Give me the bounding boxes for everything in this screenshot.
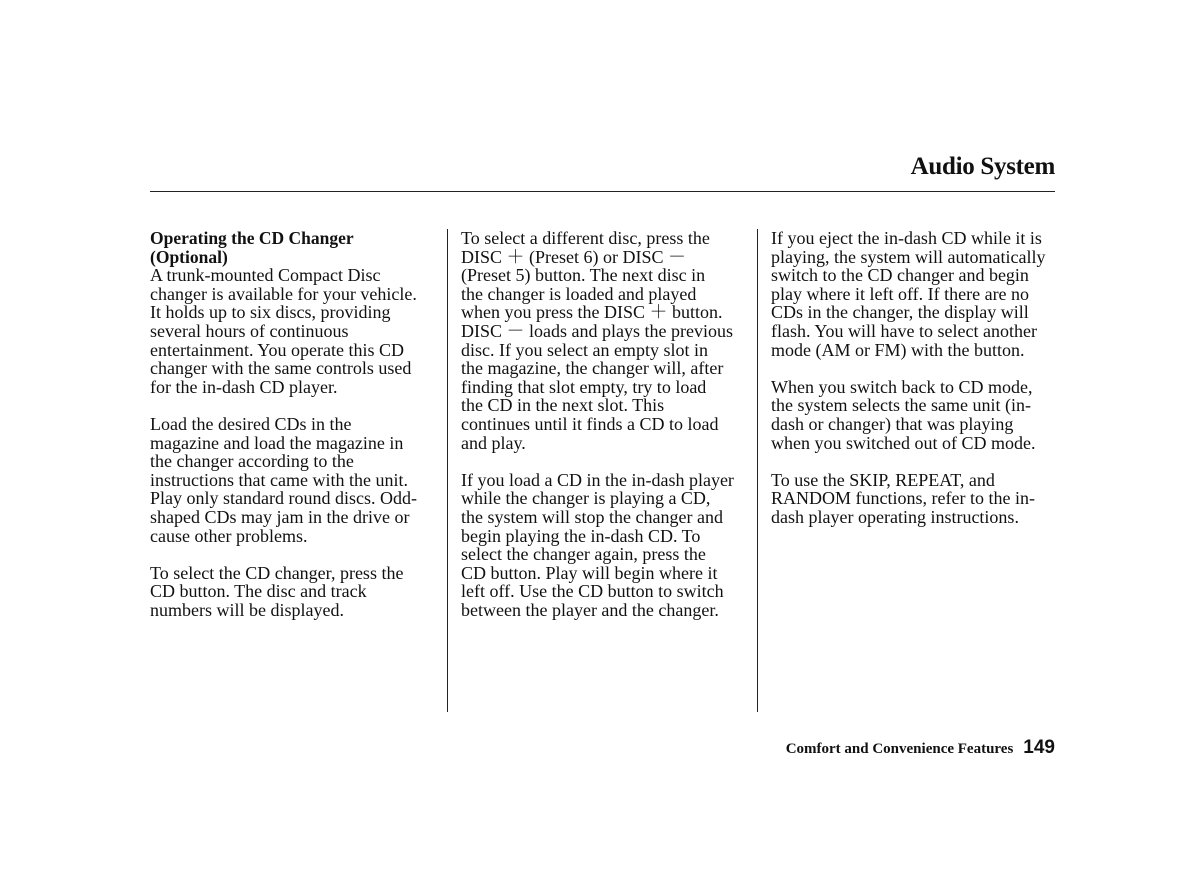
text-line: the magazine, the changer will, after: [461, 358, 724, 379]
text-line: playing, the system will automatically: [771, 246, 1046, 267]
text-line: finding that slot empty, try to load: [461, 376, 707, 397]
text-line: the system will stop the changer and: [461, 506, 723, 527]
paragraph: [771, 378, 1061, 452]
text-line: (Preset 5) button. The next disc in: [461, 265, 706, 286]
text-line: changer is available for your vehicle.: [150, 283, 417, 304]
page-number: 149: [1023, 737, 1055, 758]
text-line: begin playing the in-dash CD. To: [461, 525, 701, 546]
text-line: left off. Use the CD button to switch: [461, 581, 724, 602]
header-divider: [150, 191, 1055, 192]
text-line: play where it left off. If there are no: [771, 283, 1030, 304]
text-line: CD button. The disc and track: [150, 581, 367, 602]
text-line: If you load a CD in the in-dash player: [461, 469, 734, 490]
text-line: instructions that came with the unit.: [150, 469, 408, 490]
text-line: flash. You will have to select another: [771, 320, 1037, 341]
text-column-1: [150, 229, 440, 638]
text-line: Load the desired CDs in the: [150, 413, 352, 434]
text-line: and play.: [461, 432, 526, 453]
column-divider: [757, 229, 758, 712]
paragraph: [771, 229, 1061, 359]
text-line: To select a different disc, press the: [461, 228, 710, 248]
text-line: when you switched out of CD mode.: [771, 432, 1036, 453]
text-line: magazine and load the magazine in: [150, 432, 404, 453]
text-column-3: [771, 229, 1061, 545]
text-line: DISC ＋ (Preset 6) or DISC －: [461, 246, 686, 267]
text-line: when you press the DISC ＋ button.: [461, 302, 723, 323]
paragraph: [771, 471, 1061, 527]
text-line: the CD in the next slot. This: [461, 395, 665, 416]
text-column-2: [461, 229, 751, 638]
text-line: cause other problems.: [150, 525, 308, 546]
text-line: shaped CDs may jam in the drive or: [150, 506, 410, 527]
text-line: RANDOM functions, refer to the in-: [771, 488, 1035, 509]
page-footer: [786, 737, 1055, 759]
text-line: dash or changer) that was playing: [771, 413, 1014, 434]
text-line: several hours of continuous: [150, 320, 349, 341]
text-line: the changer according to the: [150, 451, 354, 472]
paragraph: [461, 229, 751, 452]
text-line: To select the CD changer, press the: [150, 562, 404, 583]
text-line: CD button. Play will begin where it: [461, 562, 718, 583]
text-line: the system selects the same unit (in-: [771, 395, 1031, 416]
text-line: switch to the CD changer and begin: [771, 265, 1029, 286]
text-line: for the in-dash CD player.: [150, 376, 338, 397]
text-line: select the changer again, press the: [461, 544, 706, 565]
text-line: A trunk-mounted Compact Disc: [150, 265, 381, 286]
text-line: Play only standard round discs. Odd-: [150, 488, 417, 509]
page-title: Audio System: [910, 153, 1055, 180]
text-line: between the player and the changer.: [461, 599, 719, 620]
text-line: numbers will be displayed.: [150, 599, 344, 620]
heading-line: (Optional): [150, 246, 228, 267]
paragraph: [150, 266, 440, 396]
paragraph: [150, 415, 440, 545]
heading-line: Operating the CD Changer: [150, 228, 354, 248]
text-line: mode (AM or FM) with the button.: [771, 339, 1025, 360]
text-line: continues until it finds a CD to load: [461, 413, 719, 434]
text-line: When you switch back to CD mode,: [771, 376, 1033, 397]
footer-section-title: Comfort and Convenience Features: [785, 741, 1014, 757]
section-heading: [150, 229, 440, 266]
text-line: It holds up to six discs, providing: [150, 302, 391, 323]
paragraph: [150, 564, 440, 620]
paragraph: [461, 471, 751, 620]
text-line: disc. If you select an empty slot in: [461, 339, 708, 360]
text-line: entertainment. You operate this CD: [150, 339, 404, 360]
text-line: changer with the same controls used: [150, 358, 412, 379]
text-line: DISC － loads and plays the previous: [461, 320, 733, 341]
text-line: the changer is loaded and played: [461, 283, 697, 304]
column-divider: [447, 229, 448, 712]
text-line: dash player operating instructions.: [771, 506, 1019, 527]
text-line: To use the SKIP, REPEAT, and: [771, 469, 995, 490]
text-line: CDs in the changer, the display will: [771, 302, 1029, 323]
text-line: If you eject the in-dash CD while it is: [771, 228, 1042, 248]
text-line: while the changer is playing a CD,: [461, 488, 711, 509]
